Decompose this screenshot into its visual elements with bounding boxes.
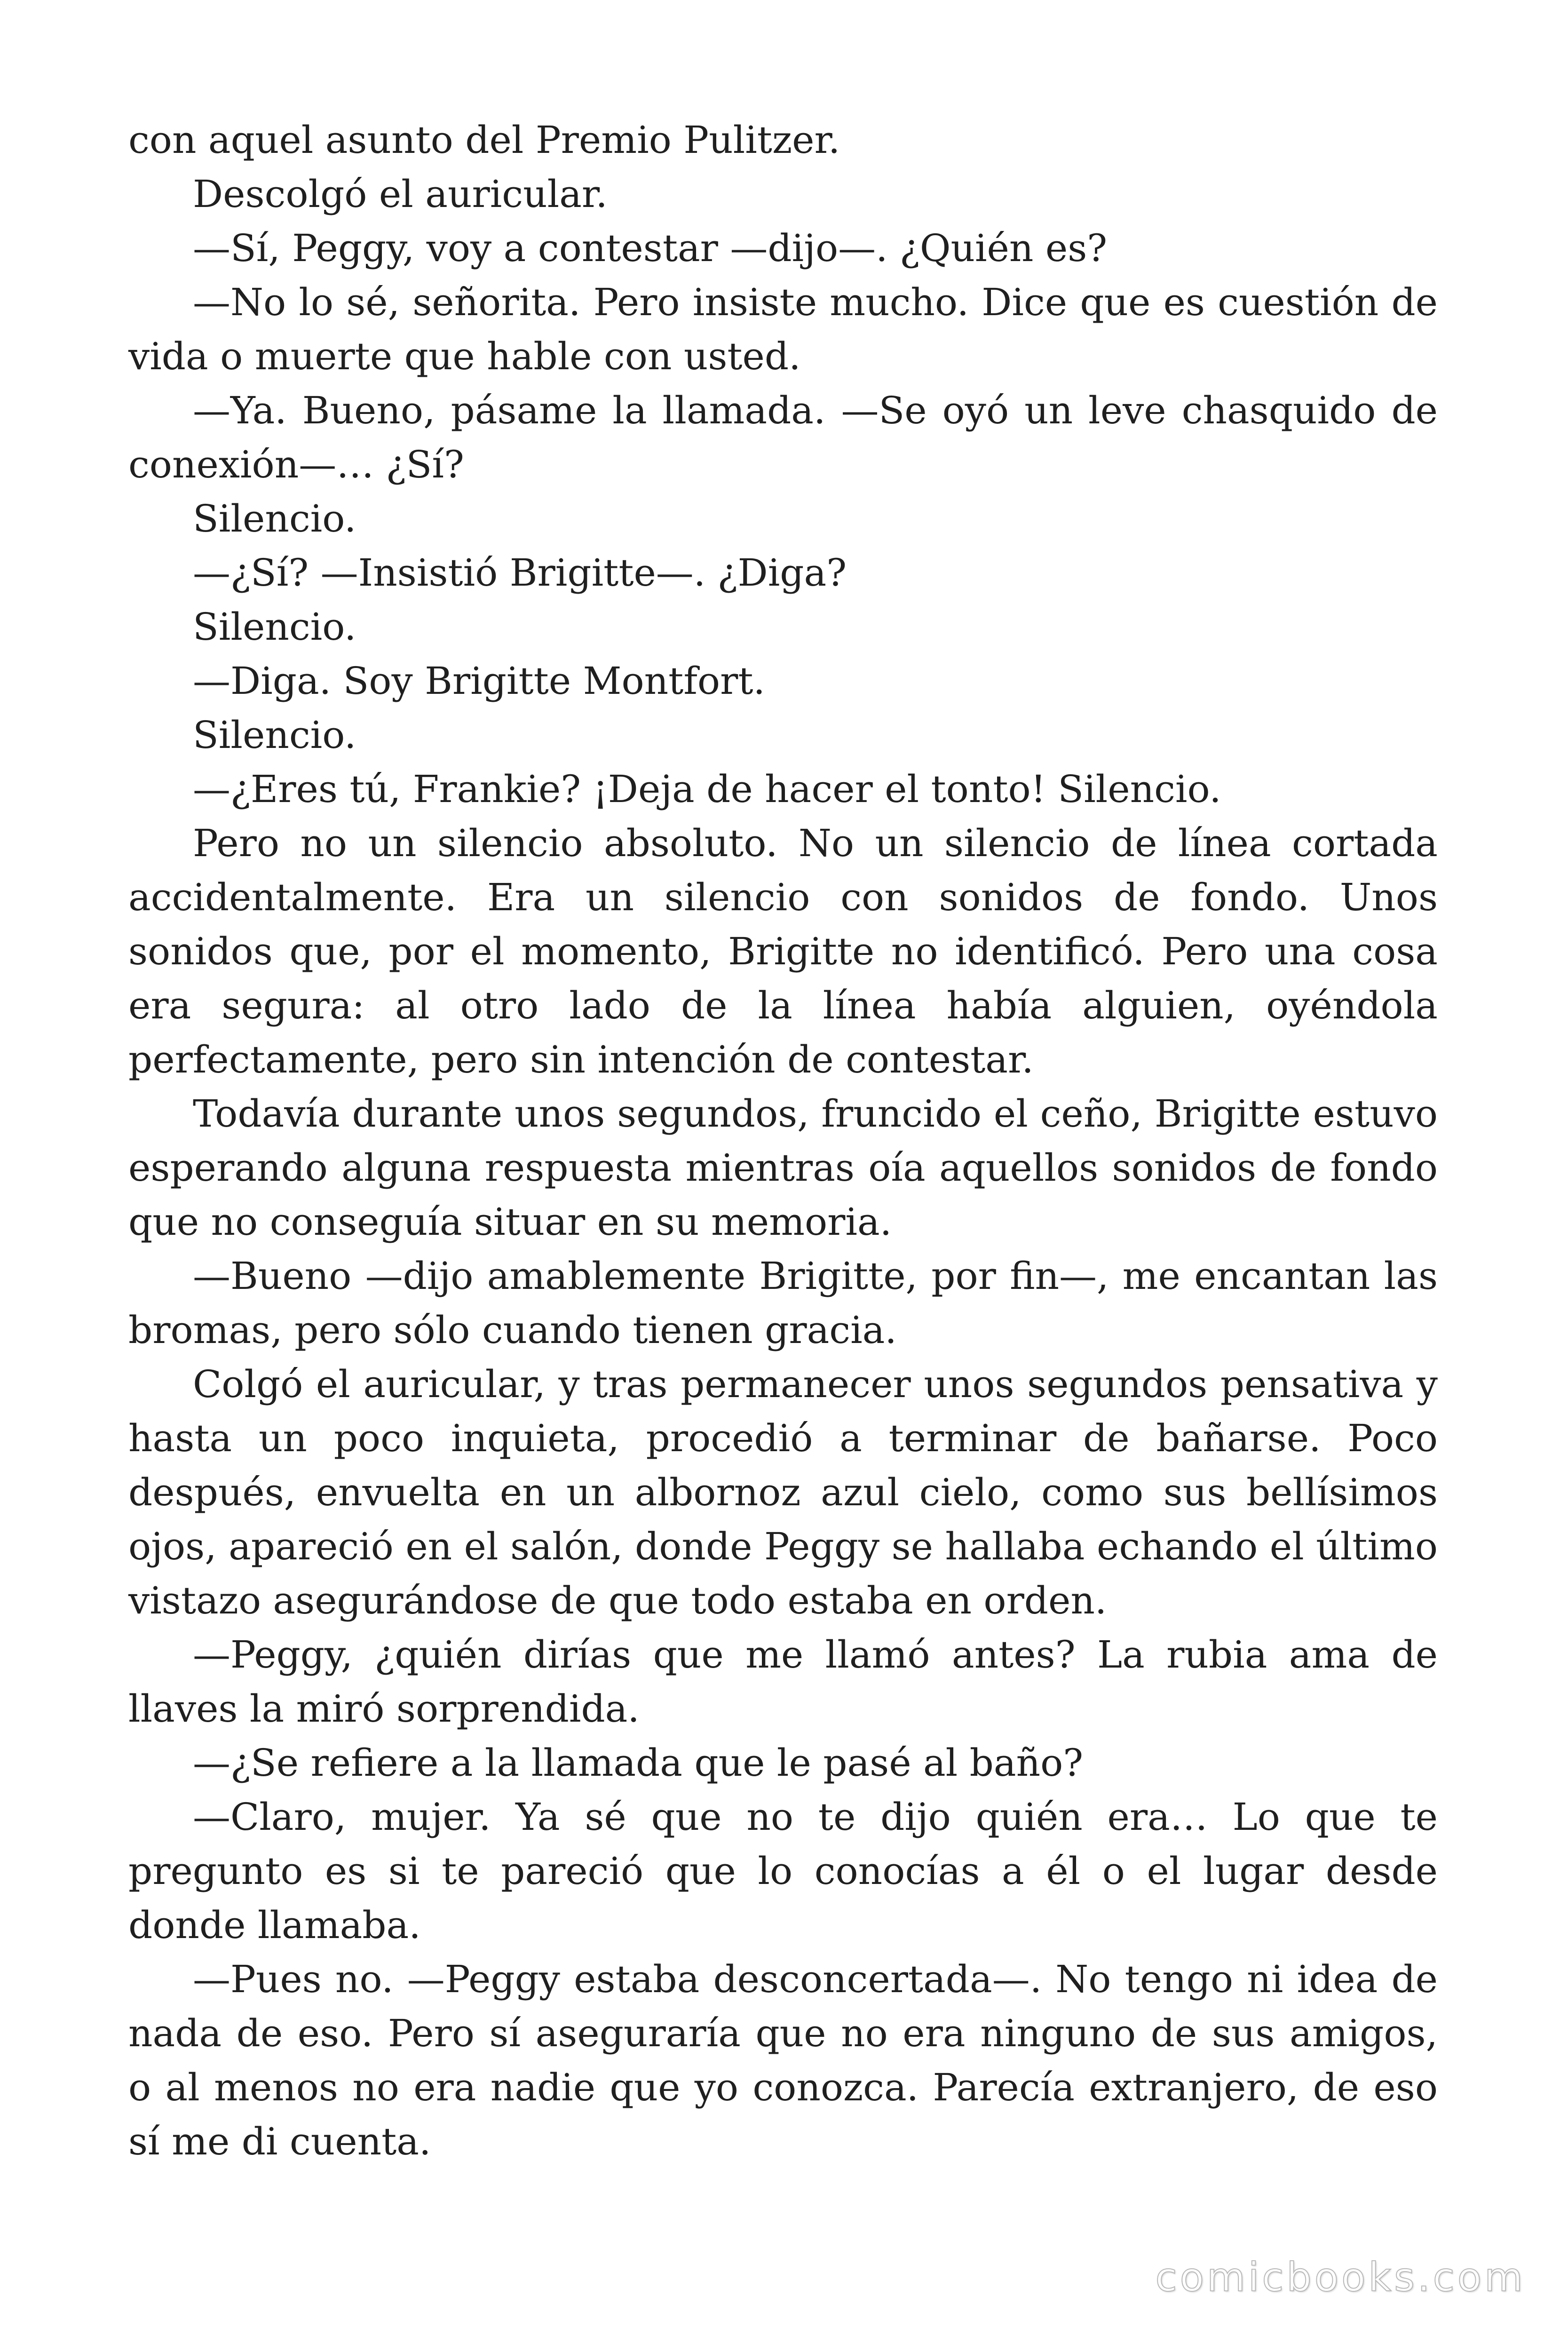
paragraph: —Pues no. —Peggy estaba desconcertada—. No tengo ni idea de nada de eso. Pero sí aseguraría que no era ninguno de sus amigos, o al menos no era nadie que yo conozca. Parecía extranjero, de eso sí me di cuenta. bbox=[128, 1957, 1438, 2163]
paragraph: —No lo sé, señorita. Pero insiste mucho. Dice que es cuestión de vida o muerte que hable con usted. bbox=[128, 280, 1438, 378]
paragraph: Descolgó el auricular. bbox=[193, 172, 608, 216]
paragraph: Silencio. bbox=[193, 605, 356, 649]
watermark: comicbooks.com bbox=[1155, 2254, 1526, 2300]
paragraph: —¿Se refiere a la llamada que le pasé al baño? bbox=[193, 1741, 1084, 1785]
paragraph: —Ya. Bueno, pásame la llamada. —Se oyó un leve chasquido de conexión—… ¿Sí? bbox=[128, 389, 1438, 486]
paragraph: —¿Sí? —Insistió Brigitte—. ¿Diga? bbox=[193, 551, 847, 595]
paragraph: Silencio. bbox=[193, 497, 356, 540]
paragraph: Pero no un silencio absoluto. No un silencio de línea cortada accidentalmente. Era un silencio con sonidos de fondo. Unos sonidos que, por el momento, Brigitte no identificó. Pero una cosa era segura: al otro lado de la línea había alguien, oyéndola perfectamente, pero sin intención de contestar. bbox=[128, 821, 1438, 1081]
paragraph: —Sí, Peggy, voy a contestar —dijo—. ¿Quién es? bbox=[193, 226, 1108, 270]
paragraph: Todavía durante unos segundos, fruncido el ceño, Brigitte estuvo esperando alguna respuesta mientras oía aquellos sonidos de fondo que no conseguía situar en su memoria. bbox=[128, 1092, 1438, 1244]
paragraph: —¿Eres tú, Frankie? ¡Deja de hacer el tonto! Silencio. bbox=[193, 767, 1221, 811]
paragraph: con aquel asunto del Premio Pulitzer. bbox=[128, 118, 840, 162]
paragraph: —Peggy, ¿quién dirías que me llamó antes? La rubia ama de llaves la miró sorprendida. bbox=[128, 1633, 1438, 1731]
body-text bbox=[128, 113, 1438, 2169]
paragraph: —Bueno —dijo amablemente Brigitte, por fin—, me encantan las bromas, pero sólo cuando tienen gracia. bbox=[128, 1254, 1438, 1352]
paragraph: Colgó el auricular, y tras permanecer unos segundos pensativa y hasta un poco inquieta, procedió a terminar de bañarse. Poco después, envuelta en un albornoz azul cielo, como sus bellísimos ojos, apareció en el salón, donde Peggy se hallaba echando el último vistazo asegurándose de que todo estaba en orden. bbox=[128, 1362, 1438, 1622]
paragraph: —Claro, mujer. Ya sé que no te dijo quién era… Lo que te pregunto es si te pareció que lo conocías a él o el lugar desde donde llamaba. bbox=[128, 1795, 1438, 1947]
paragraph: Silencio. bbox=[193, 713, 356, 757]
paragraph: —Diga. Soy Brigitte Montfort. bbox=[193, 659, 765, 703]
